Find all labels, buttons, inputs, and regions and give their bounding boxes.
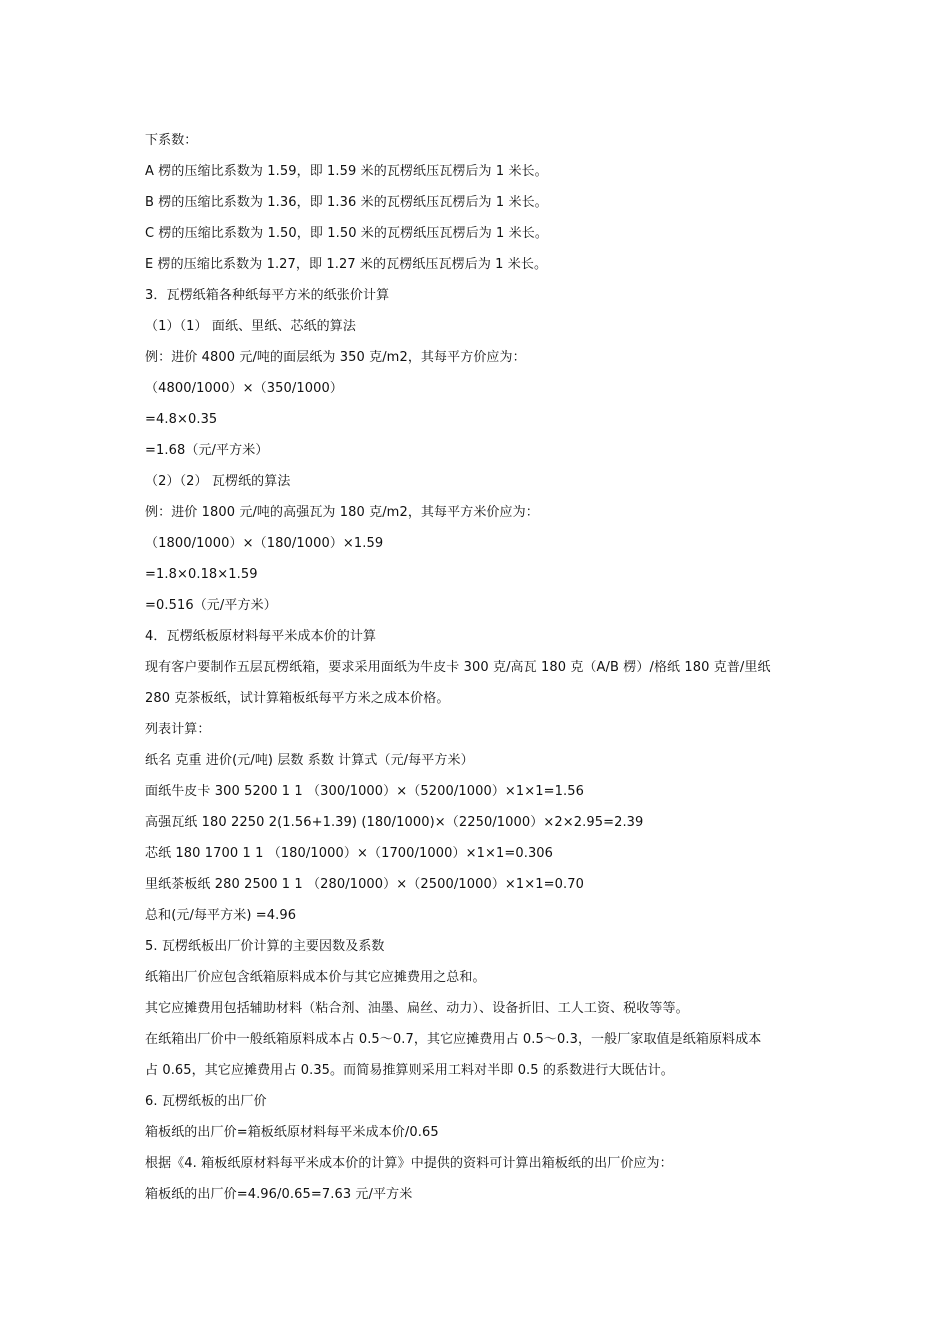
text-line: 根据《4. 箱板纸原材料每平米成本价的计算》中提供的资料可计算出箱板纸的出厂价应为： bbox=[145, 1156, 673, 1171]
text-line: 例：进价 1800 元/吨的高强瓦为 180 克/m2，其每平方米价应为： bbox=[145, 505, 539, 520]
table-row-line: 面纸牛皮卡 300 5200 1 1 （300/1000）×（5200/1000）×1×1=1.56 bbox=[145, 784, 584, 799]
document-page bbox=[145, 125, 825, 1210]
total-line: 总和(元/每平方米) =4.96 bbox=[145, 908, 297, 923]
formula-line: =0.516（元/平方米） bbox=[145, 598, 277, 613]
subsection-heading: （1）（1） 面纸、里纸、芯纸的算法 bbox=[145, 319, 356, 334]
text-line: E 楞的压缩比系数为 1.27，即 1.27 米的瓦楞纸压瓦楞后为 1 米长。 bbox=[145, 257, 548, 272]
text-line: A 楞的压缩比系数为 1.59，即 1.59 米的瓦楞纸压瓦楞后为 1 米长。 bbox=[145, 164, 548, 179]
formula-line: 箱板纸的出厂价=箱板纸原材料每平米成本价/0.65 bbox=[145, 1125, 439, 1140]
text-line: 在纸箱出厂价中一般纸箱原料成本占 0.5～0.7，其它应摊费用占 0.5～0.3，一般厂家取值是纸箱原料成本 bbox=[145, 1032, 762, 1047]
table-header-line: 纸名 克重 进价(元/吨) 层数 系数 计算式（元/每平方米） bbox=[145, 753, 474, 768]
section-heading: 6. 瓦楞纸板的出厂价 bbox=[145, 1094, 267, 1109]
text-line: B 楞的压缩比系数为 1.36，即 1.36 米的瓦楞纸压瓦楞后为 1 米长。 bbox=[145, 195, 548, 210]
formula-line: （1800/1000）×（180/1000）×1.59 bbox=[145, 536, 384, 551]
text-line: 现有客户要制作五层瓦楞纸箱，要求采用面纸为牛皮卡 300 克/高瓦 180 克（A/B 楞）/格纸 180 克普/里纸 bbox=[145, 660, 771, 675]
text-line: 列表计算： bbox=[145, 722, 211, 737]
formula-line: =4.8×0.35 bbox=[145, 412, 218, 427]
text-line: C 楞的压缩比系数为 1.50，即 1.50 米的瓦楞纸压瓦楞后为 1 米长。 bbox=[145, 226, 548, 241]
formula-line: 箱板纸的出厂价=4.96/0.65=7.63 元/平方米 bbox=[145, 1187, 413, 1202]
text-line: 纸箱出厂价应包含纸箱原料成本价与其它应摊费用之总和。 bbox=[145, 970, 486, 985]
section-heading: 3．瓦楞纸箱各种纸每平方米的纸张价计算 bbox=[145, 288, 390, 303]
section-heading: 4．瓦楞纸板原材料每平米成本价的计算 bbox=[145, 629, 377, 644]
table-row-line: 高强瓦纸 180 2250 2(1.56+1.39) (180/1000)×（2250/1000）×2×2.95=2.39 bbox=[145, 815, 644, 830]
table-row-line: 里纸茶板纸 280 2500 1 1 （280/1000）×（2500/1000）×1×1=0.70 bbox=[145, 877, 584, 892]
text-line: 其它应摊费用包括辅助材料（粘合剂、油墨、扁丝、动力）、设备折旧、工人工资、税收等等。 bbox=[145, 1001, 689, 1016]
text-line: 下系数： bbox=[145, 133, 198, 148]
text-line: 280 克茶板纸，试计算箱板纸每平方米之成本价格。 bbox=[145, 691, 450, 706]
subsection-heading: （2）（2） 瓦楞纸的算法 bbox=[145, 474, 291, 489]
section-heading: 5. 瓦楞纸板出厂价计算的主要因数及系数 bbox=[145, 939, 385, 954]
text-line: 占 0.65，其它应摊费用占 0.35。而简易推算则采用工料对半即 0.5 的系数进行大既估计。 bbox=[145, 1063, 674, 1078]
formula-line: =1.8×0.18×1.59 bbox=[145, 567, 258, 582]
formula-line: =1.68（元/平方米） bbox=[145, 443, 269, 458]
table-row-line: 芯纸 180 1700 1 1 （180/1000）×（1700/1000）×1×1=0.306 bbox=[145, 846, 554, 861]
formula-line: （4800/1000）×（350/1000） bbox=[145, 381, 343, 396]
text-line: 例：进价 4800 元/吨的面层纸为 350 克/m2，其每平方价应为： bbox=[145, 350, 526, 365]
